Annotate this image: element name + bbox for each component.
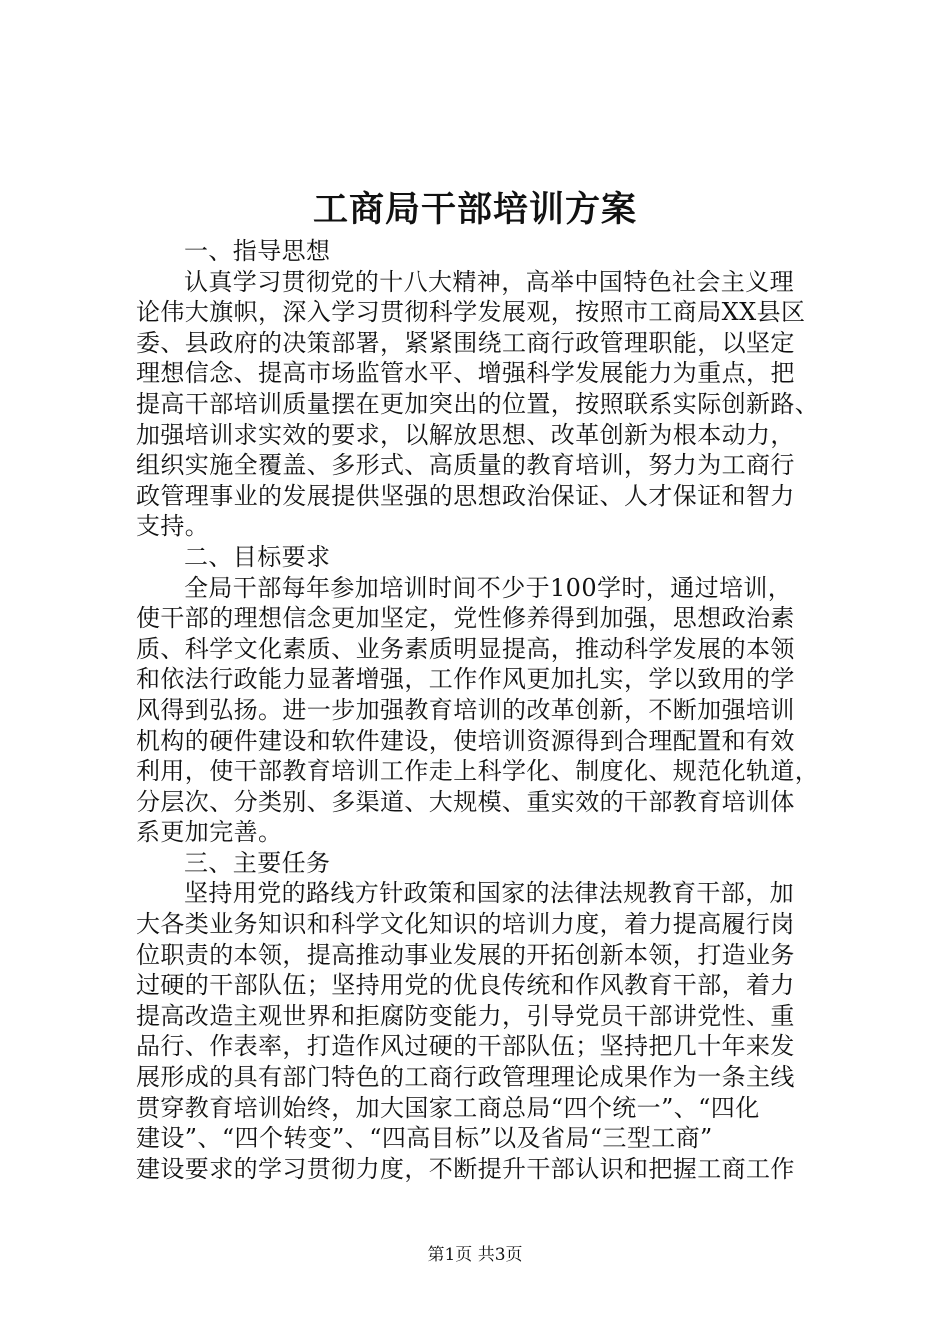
paragraph-line: 使干部的理想信念更加坚定，党性修养得到加强，思想政治素 — [136, 604, 795, 633]
paragraph-line: 委、县政府的决策部署，紧紧围绕工商行政管理职能，以坚定 — [136, 328, 795, 357]
paragraph-line: 建设”、“四个转变”、“四高目标”以及省局“三型工商” — [136, 1124, 713, 1153]
paragraph-line: 理想信念、提高市场监管水平、增强科学发展能力为重点，把 — [136, 359, 795, 388]
paragraph-line: 分层次、分类别、多渠道、大规模、重实效的干部教育培训体 — [136, 787, 795, 816]
paragraph-line: 机构的硬件建设和软件建设，使培训资源得到合理配置和有效 — [136, 726, 795, 755]
paragraph-line: 提高干部培训质量摆在更加突出的位置，按照联系实际创新路、 — [136, 389, 820, 418]
paragraph-line: 贯穿教育培训始终，加大国家工商总局“四个统一”、“四化 — [136, 1093, 760, 1122]
paragraph-line: 利用，使干部教育培训工作走上科学化、制度化、规范化轨道， — [136, 757, 820, 786]
paragraph-line: 位职责的本领，提高推动事业发展的开拓创新本领，打造业务 — [136, 940, 795, 969]
paragraph-line: 和依法行政能力显著增强，工作作风更加扎实，学以致用的学 — [136, 665, 795, 694]
paragraph-line: 品行、作表率，打造作风过硬的干部队伍；坚持把几十年来发 — [136, 1032, 795, 1061]
paragraph-line: 认真学习贯彻党的十八大精神，高举中国特色社会主义理 — [184, 267, 794, 296]
section-heading-main-tasks: 三、主要任务 — [184, 848, 331, 877]
paragraph-line: 坚持用党的路线方针政策和国家的法律法规教育干部，加 — [184, 879, 794, 908]
paragraph-line: 组织实施全覆盖、多形式、高质量的教育培训，努力为工商行 — [136, 451, 795, 480]
paragraph-line: 建设要求的学习贯彻力度，不断提升干部认识和把握工商工作 — [136, 1154, 795, 1183]
paragraph-line: 展形成的具有部门特色的工商行政管理理论成果作为一条主线 — [136, 1063, 795, 1092]
paragraph-line: 支持。 — [136, 512, 210, 541]
section-heading-goals: 二、目标要求 — [184, 542, 331, 571]
paragraph-line: 过硬的干部队伍；坚持用党的优良传统和作风教育干部，着力 — [136, 971, 795, 1000]
paragraph-line: 论伟大旗帜，深入学习贯彻科学发展观，按照市工商局XX县区 — [136, 298, 806, 327]
paragraph-line: 系更加完善。 — [136, 818, 283, 847]
paragraph-line: 大各类业务知识和科学文化知识的培训力度，着力提高履行岗 — [136, 910, 795, 939]
page-footer: 第1页 共3页 — [427, 1245, 523, 1265]
paragraph-line: 全局干部每年参加培训时间不少于100学时，通过培训， — [184, 573, 793, 602]
document-body — [136, 236, 826, 1184]
paragraph-line: 提高改造主观世界和拒腐防变能力，引导党员干部讲党性、重 — [136, 1001, 795, 1030]
paragraph-line: 政管理事业的发展提供坚强的思想政治保证、人才保证和智力 — [136, 481, 795, 510]
paragraph-line: 风得到弘扬。进一步加强教育培训的改革创新，不断加强培训 — [136, 695, 795, 724]
paragraph-line: 质、科学文化素质、业务素质明显提高，推动科学发展的本领 — [136, 634, 795, 663]
section-heading-guiding-ideology: 一、指导思想 — [184, 237, 331, 265]
document-title: 工商局干部培训方案 — [312, 189, 637, 230]
paragraph-line: 加强培训求实效的要求，以解放思想、改革创新为根本动力， — [136, 420, 795, 449]
